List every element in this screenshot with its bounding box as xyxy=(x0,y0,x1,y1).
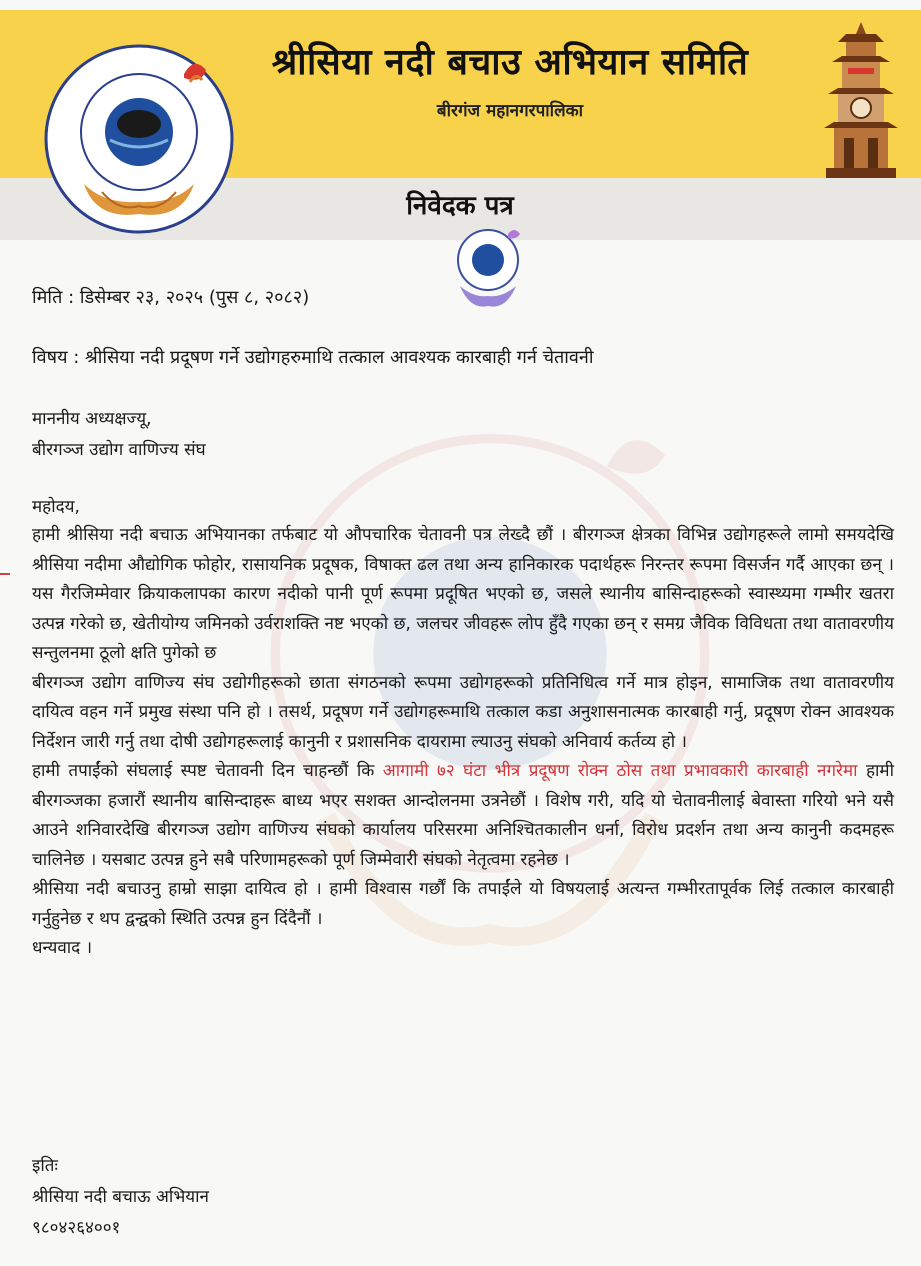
paragraph-3-start: हामी तपाईंको संघलाई स्पष्ट चेतावनी दिन चाहन्छौं कि xyxy=(32,761,383,781)
addressee-title: माननीय अध्यक्षज्यू, xyxy=(32,409,152,429)
contact-phone: ९८०४२६४००१ xyxy=(32,1218,121,1238)
organization-name: श्रीसिया नदी बचाउ अभियान समिति xyxy=(271,42,749,83)
warning-text: आगामी ७२ घंटा भीत्र प्रदूषण रोक्न ठोस तथा प्रभावकारी कारबाही नगरेमा xyxy=(382,761,858,781)
small-logo-icon xyxy=(450,226,526,310)
thanks-line: धन्यवाद । xyxy=(32,938,93,958)
document-type-heading: निवेदक पत्र xyxy=(406,191,514,221)
letter-body xyxy=(32,521,894,964)
municipality-name: बीरगंज महानगरपालिका xyxy=(436,101,584,121)
closing-word: इतिः xyxy=(32,1156,58,1176)
paragraph-4: श्रीसिया नदी बचाउनु हाम्रो साझा दायित्व हो । हामी विश्वास गर्छौं कि तपाईंले यो विषयलाई अत्यन्त गम्भीरतापूर्वक लिई तत्काल कारबाही गर्नुहुनेछ र थप द्वन्द्वको स्थिति उत्पन्न हुन दिंदैनौं । xyxy=(32,879,894,929)
paragraph-3 xyxy=(32,757,894,875)
letter-date: मिति : डिसेम्बर २३, २०२५ (पुस ८, २०८२) xyxy=(32,287,310,308)
margin-mark xyxy=(0,573,10,575)
addressee-organization: बीरगञ्ज उद्योग वाणिज्य संघ xyxy=(32,440,206,460)
signatory-name: श्रीसिया नदी बचाऊ अभियान xyxy=(32,1187,209,1207)
paragraph-2: बीरगञ्ज उद्योग वाणिज्य संघ उद्योगीहरूको छाता संगठनको रूपमा उद्योगहरूको प्रतिनिधित्व गर्ने मात्र होइन, सामाजिक तथा वातावरणीय दायित्व वहन गर्ने प्रमुख संस्था पनि हो । तसर्थ, प्रदूषण गर्ने उद्योगहरूमाथि तत्काल कडा अनुशासनात्मक कारबाही गर्नु, प्रदूषण रोक्न आवश्यक निर्देशन जारी गर्नु तथा दोषी उद्योगहरूलाई कानुनी र प्रशासनिक दायरामा ल्याउनु संघको अनिवार्य कर्तव्य हो । xyxy=(32,672,894,752)
letter-subject: विषय : श्रीसिया नदी प्रदूषण गर्ने उद्योगहरुमाथि तत्काल आवश्यक कारबाही गर्न चेतावनी xyxy=(32,347,594,368)
salutation: महोदय, xyxy=(32,497,80,517)
paragraph-1: हामी श्रीसिया नदी बचाऊ अभियानका तर्फबाट यो औपचारिक चेतावनी पत्र लेख्दै छौं । बीरगञ्ज क्षेत्रका विभिन्न उद्योगहरूले लामो समयदेखि श्रीसिया नदीमा औद्योगिक फोहोर, रासायनिक प्रदूषक, विषाक्त ढल तथा अन्य हानिकारक पदार्थहरू निरन्तर रूपमा विसर्जन गर्दै आएका छन् । यस गैरजिम्मेवार क्रियाकलापका कारण नदीको पानी पूर्ण रूपमा प्रदूषित भएको छ, जसले स्थानीय बासिन्दाहरूको स्वास्थ्यमा गम्भीर खतरा उत्पन्न गरेको छ, खेतीयोग्य जमिनको उर्वराशक्ति नष्ट भएको छ, जलचर जीवहरू लोप हुँदै गएका छन् र समग्र जैविक विविधता तथा वातावरणीय सन्तुलनमा ठूलो क्षति पुगेको छ xyxy=(32,525,894,663)
closing-block xyxy=(32,1151,209,1244)
paragraph-3-end: हामी बीरगञ्जका हजारौं स्थानीय बासिन्दाहरू बाध्य भएर सशक्त आन्दोलनमा उत्रनेछौं । विशेष गरी, यदि यो चेतावनीलाई बेवास्ता गरियो भने यसै आउने शनिवारदेखि बीरगञ्ज उद्योग वाणिज्य संघको कार्यालय परिसरमा अनिश्चितकालीन धर्ना, विरोध प्रदर्शन तथा अन्य कानुनी कदमहरू चालिनेछ । यसबाट उत्पन्न हुने सबै परिणामहरूको पूर्ण जिम्मेवारी संघको नेतृत्वमा रहनेछ । xyxy=(32,761,894,870)
clock-tower-icon xyxy=(808,20,914,178)
organization-logo-icon xyxy=(44,44,234,234)
